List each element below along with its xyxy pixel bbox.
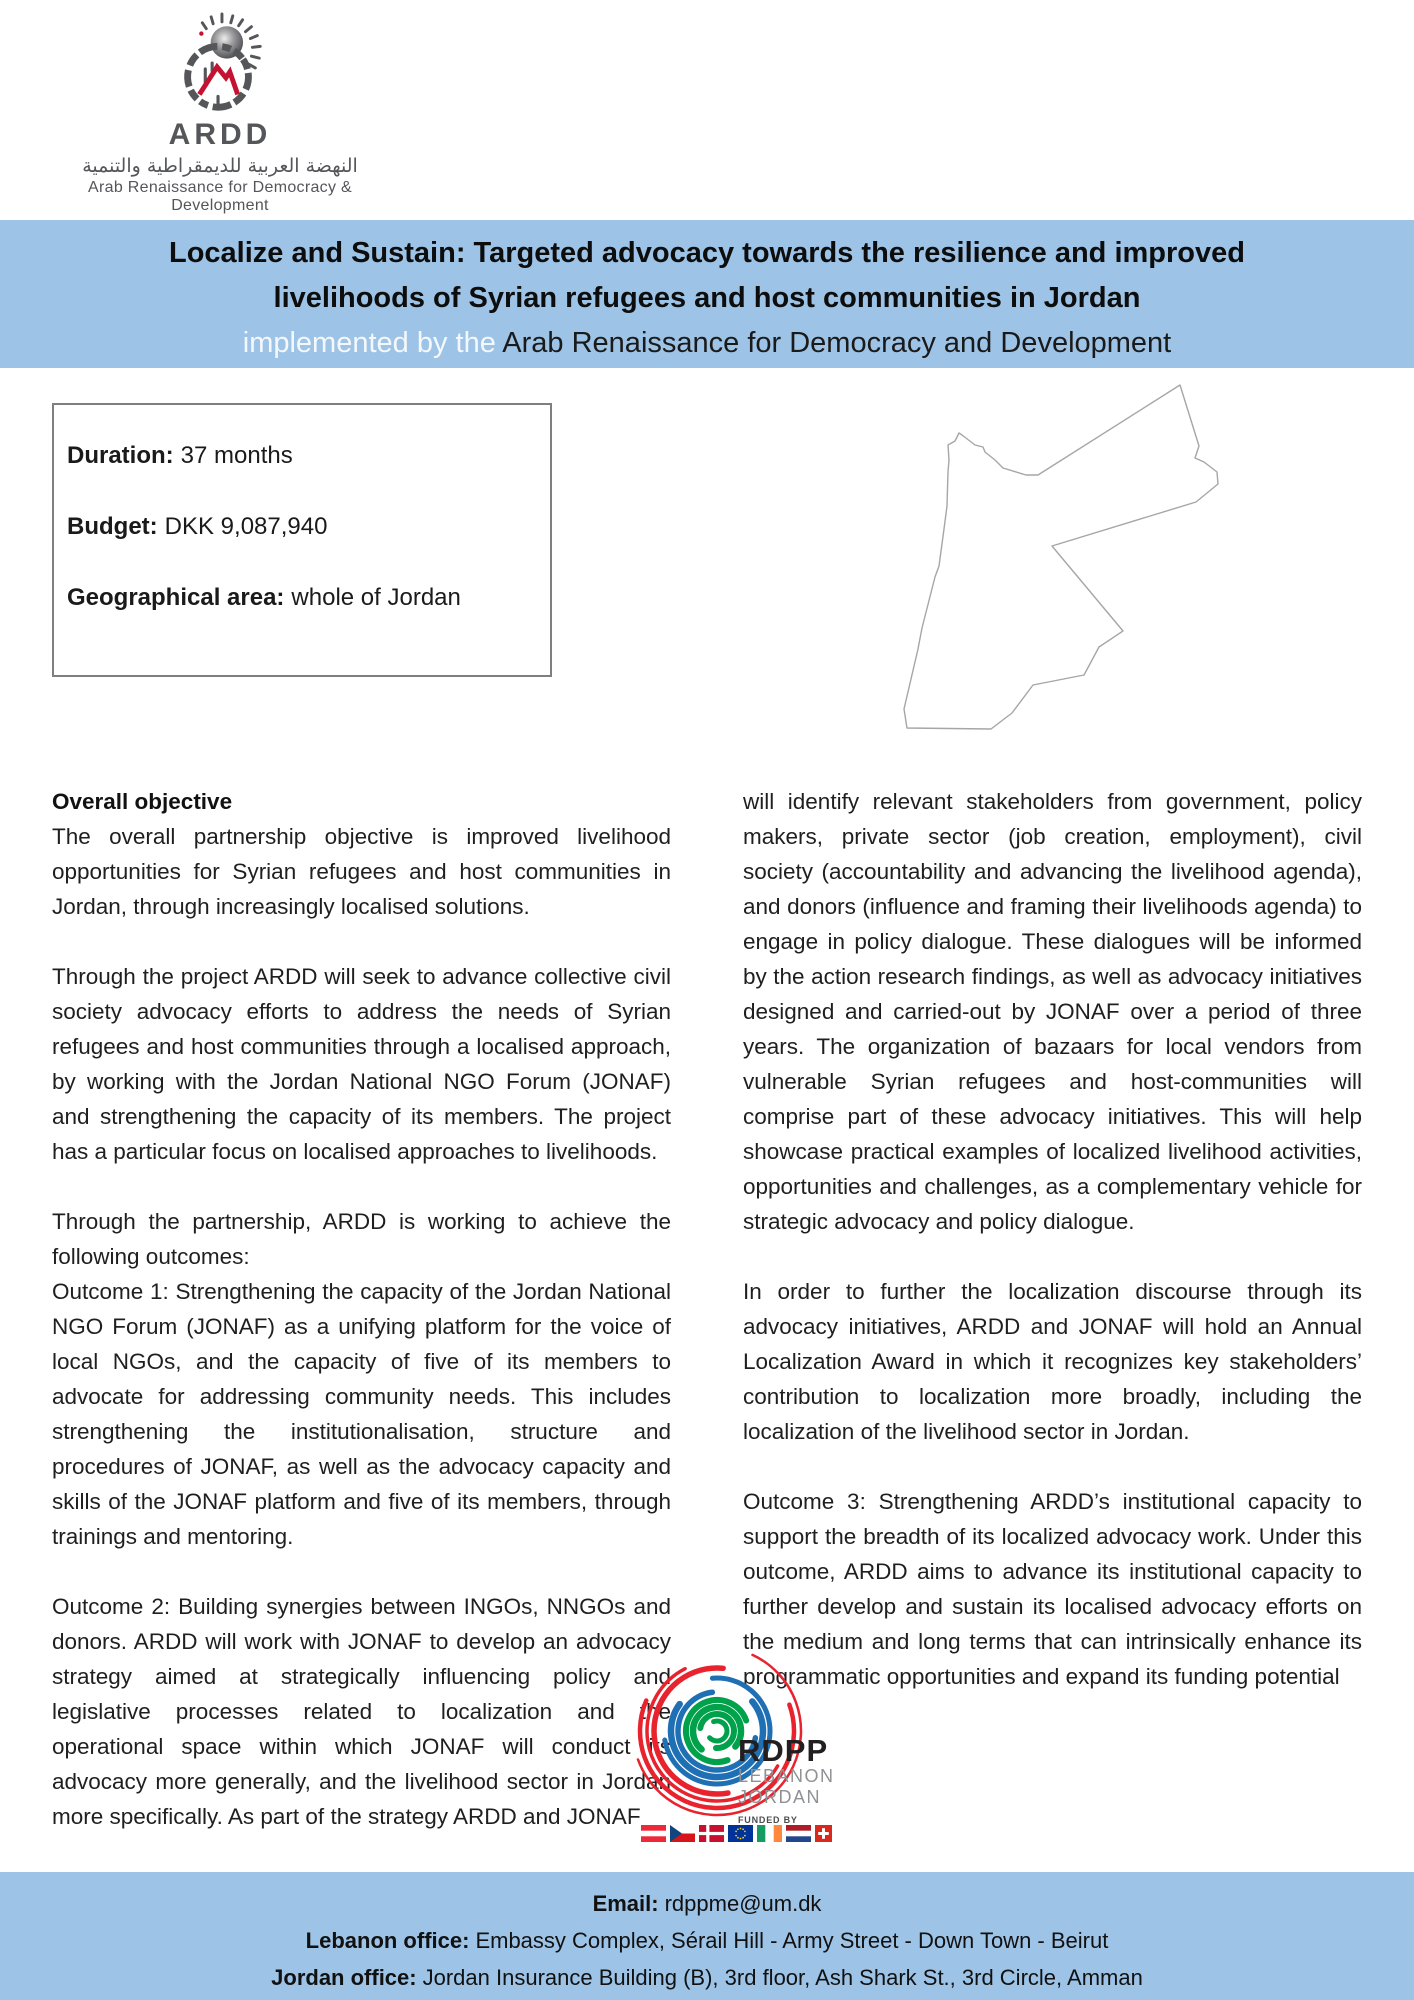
rdpp-funded-by-label: FUNDED BY (738, 1815, 798, 1825)
overall-objective-heading: Overall objective (52, 789, 233, 814)
budget-label: Budget: (67, 513, 158, 540)
ardd-logo-block (55, 12, 385, 215)
geographical-area-row (67, 583, 536, 613)
denmark-flag-icon (699, 1825, 724, 1842)
jordan-office-value: Jordan Insurance Building (B), 3rd floor, Ash Shark St., 3rd Circle, Amman (422, 1965, 1143, 1990)
project-title-line1: Localize and Sustain: Targeted advocacy towards the resilience and improved (168, 237, 1245, 269)
email-label: Email: (592, 1891, 659, 1916)
lebanon-office-value: Embassy Complex, Sérail Hill - Army Street - Down Town - Beirut (475, 1928, 1109, 1953)
paragraph: Through the project ARDD will seek to advance collective civil society advocacy efforts to address the needs of Syrian refugees and host communities through a localised approach, by working with the Jordan National NGO Forum (JONAF) and strengthening the capacity of its members. The project has a particular focus on localised approaches to livelihoods. (52, 964, 671, 1164)
footer-lebanon-office-line (0, 1922, 1414, 1959)
rdpp-wordmark: RDPP (738, 1733, 829, 1768)
duration-label: Duration: (67, 442, 174, 469)
geographical-area-value: whole of Jordan (291, 584, 461, 611)
donor-flags-row (641, 1825, 832, 1842)
netherlands-flag-icon (786, 1825, 811, 1842)
jordan-outline-icon (893, 378, 1245, 740)
left-column (52, 784, 671, 1834)
project-subtitle (0, 321, 1414, 366)
duration-row (67, 441, 536, 471)
ardd-wordmark: ARDD (168, 118, 272, 151)
rdpp-wordmark-block (738, 1733, 835, 1825)
budget-row (67, 512, 536, 542)
project-title-line2: livelihoods of Syrian refugees and host communities in Jordan (273, 282, 1141, 314)
paragraph: will identify relevant stakeholders from government, policy makers, private sector (job creation, employment), civil society (accountability and advancing the livelihood agenda), and donors (influence and framing their livelihoods agenda) to engage in policy dialogue. These dialogues will be informed by the action research findings, as well as advocacy initiatives designed and carried-out by JONAF over a period of three years. The organization of bazaars for local vendors from vulnerable Syrian refugees and host-communities will comprise part of these advocacy initiatives. This will help showcase practical examples of localized livelihood activities, opportunities and challenges, as a complementary vehicle for strategic advocacy and policy dialogue. (743, 789, 1362, 1234)
jordan-office-label: Jordan office: (271, 1965, 417, 1990)
project-info-box (52, 403, 552, 677)
duration-value: 37 months (180, 442, 293, 469)
ardd-sun-mountain-icon (166, 12, 274, 118)
ireland-flag-icon (757, 1825, 782, 1842)
jordan-map (893, 378, 1245, 745)
logo-red-dot (199, 31, 203, 35)
footer-email-line (0, 1885, 1414, 1922)
rdpp-logo-block (628, 1632, 888, 1862)
ardd-arabic-name: النهضة العربية للديمقراطية والتنمية (82, 155, 358, 177)
paragraph: In order to further the localization discourse through its advocacy initiatives, ARDD and JONAF will hold an Annual Localization Award in which it recognizes key stakeholders’ contribution to localization more broadly, including the localization of the livelihood sector in Jordan. (743, 1279, 1362, 1444)
paragraph-outcome-1: Outcome 1: Strengthening the capacity of the Jordan National NGO Forum (JONAF) as a unifying platform for the voice of local NGOs, and the capacity of five of its members to advocate for addressing community needs. This includes strengthening the institutionalisation, structure and procedures of JONAF, as well as the advocacy capacity and skills of the JONAF platform and five of its members, through trainings and mentoring. (52, 1279, 671, 1549)
ardd-english-name: Arab Renaissance for Democracy & Development (88, 179, 352, 214)
subtitle-org-name: Arab Renaissance for Democracy and Development (502, 327, 1172, 359)
paragraph: Through the partnership, ARDD is working to achieve the following outcomes: (52, 1209, 671, 1269)
paragraph-outcome-2: Outcome 2: Building synergies between INGOs, NNGOs and donors. ARDD will work with JONAF to develop an advocacy strategy aimed at strategically influencing policy and legislative processes related to localization and the operational space within which JONAF will conduct its advocacy more generally, and the livelihood sector in Jordan more specifically. As part of the strategy ARDD and JONAF (52, 1594, 671, 1829)
czech-republic-flag-icon (670, 1825, 695, 1842)
email-value: rdppme@um.dk (664, 1891, 822, 1916)
paragraph-outcome-3: Outcome 3: Strengthening ARDD’s institutional capacity to support the breadth of its localized advocacy work. Under this outcome, ARDD aims to advance its institutional capacity to further develop and sustain its localised advocacy efforts on the medium and long terms that can intrinsically enhance its programmatic opportunities and expand its funding potential (743, 1489, 1362, 1689)
budget-value: DKK 9,087,940 (164, 513, 328, 540)
lebanon-office-label: Lebanon office: (305, 1928, 470, 1953)
title-banner (0, 220, 1414, 368)
switzerland-flag-icon (815, 1825, 832, 1842)
subtitle-prefix: implemented by the (242, 327, 503, 359)
rdpp-region-lebanon: LEBANON (738, 1766, 835, 1786)
european-union-flag-icon (728, 1825, 753, 1842)
footer-jordan-office-line (0, 1959, 1414, 1996)
paragraph: The overall partnership objective is improved livelihood opportunities for Syrian refugees and host communities in Jordan, through increasingly localised solutions. (52, 824, 671, 919)
geographical-area-label: Geographical area: (67, 584, 285, 611)
austria-flag-icon (641, 1825, 666, 1842)
footer-contact-bar (0, 1872, 1414, 2000)
rdpp-region-jordan: JORDAN (738, 1787, 822, 1807)
